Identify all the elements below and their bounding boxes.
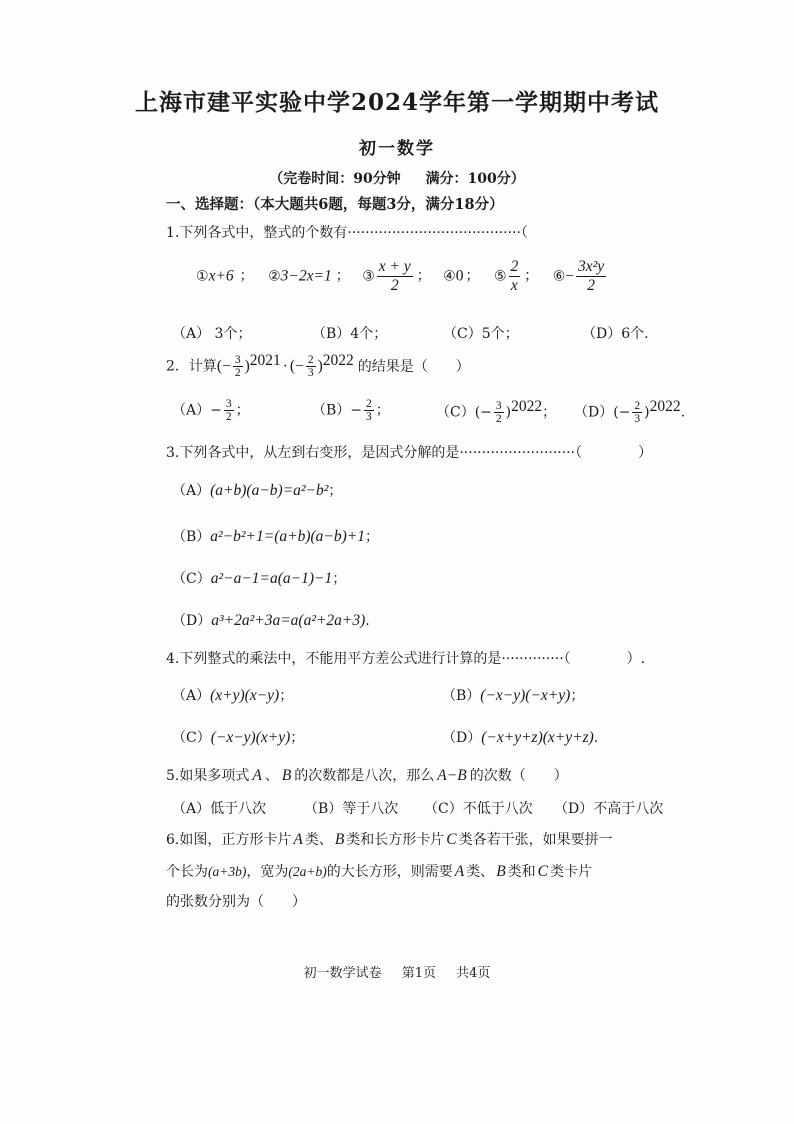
question-3-stem: 3.下列各式中，从左到右变形，是因式分解的是··························（ ）: [166, 445, 653, 461]
question-1-items: ①x+6 ； ②3−2x=1 ； ③ $\frac{x + y}{2}$ ； ④0 ； ⑤ $\frac{2}{x}$ ； ⑥− $\frac{\text{3x²y}}{2}$: [196, 258, 605, 294]
section-heading: 一、选择题：（本大题共6题，每题3分，满分18分）: [166, 196, 504, 213]
q1-option-d: （D）6个.: [582, 326, 649, 342]
question-5-stem: 5.如果多项式 A 、 B 的次数都是八次，那么 A−B 的次数（ ）: [166, 767, 568, 784]
exam-subject: 初一数学: [359, 139, 435, 159]
question-6-line-2: 个长为(a+3b)，宽为(2a+b)的大长方形，则需要 A 类、 B 类和 C 类卡片: [166, 863, 592, 880]
q4-option-a: （A）(x+y)(x−y)；: [172, 687, 294, 704]
q4-option-d: （D）(−x+y+z)(x+y+z).: [442, 729, 599, 746]
q3-option-b: （B）a²−b²+1=(a+b)(a−b)+1；: [172, 528, 379, 545]
q4-option-b: （B）(−x−y)(−x+y)；: [442, 687, 585, 704]
q1-option-a: （A） 3个；: [172, 326, 252, 342]
q2-option-b: （B）− $\frac{2}{3}$ ；: [312, 398, 390, 424]
fraction: $\frac{x + y}{2}$: [378, 258, 411, 294]
q5-option-c: （C）不低于八次: [424, 801, 533, 817]
exam-info: [0, 168, 794, 188]
q5-option-a: （A）低于八次: [172, 801, 267, 817]
q2-option-a: （A）− $\frac{3}{2}$ ；: [172, 398, 250, 424]
q1-option-b: （B）4个；: [312, 326, 388, 342]
exam-time: （完卷时间：90分钟: [269, 171, 401, 187]
q3-option-a: （A）(a+b)(a−b)=a²−b²；: [172, 482, 343, 499]
q1-option-c: （C）5个；: [443, 326, 519, 342]
fraction: $\frac{\text{3x²y}}{2}$: [578, 258, 605, 294]
exam-title: 上海市建平实验中学2024学年第一学期期中考试: [134, 89, 659, 116]
question-6-line-3: 的张数分别为（ ）: [166, 894, 306, 910]
q4-option-c: （C）(−x−y)(x+y)；: [172, 729, 305, 746]
q3-option-c: （C）a²−a−1=a(a−1)−1；: [172, 570, 347, 587]
question-6-line-1: 6.如图，正方形卡片 A 类、 B 类和长方形卡片 C 类各若干张，如果要拼一: [166, 831, 613, 848]
exam-score: 满分：100分）: [425, 171, 525, 187]
q2-option-c: （C）(− $\frac{3}{2}$ )$^{2022}$；: [436, 398, 557, 426]
q3-option-d: （D）a³+2a²+3a=a(a²+2a+3).: [172, 612, 370, 629]
question-4-stem: 4.下列整式的乘法中，不能用平方差公式进行计算的是··············（ ）.: [166, 651, 646, 667]
q2-option-d: （D）(− $\frac{2}{3}$ )$^{2022}$.: [574, 398, 686, 426]
q5-option-d: （D）不高于八次: [554, 801, 664, 817]
page-footer: 初一数学试卷 第1页 共4页: [303, 966, 491, 981]
question-2-stem: 2．计算(− $\frac{3}{2}$ )$^{2021}$ · (− $\frac{2}{3}$ )$^{2022}$ 的结果是（ ）: [166, 352, 470, 380]
q5-option-b: （B）等于八次: [304, 801, 399, 817]
question-1-stem: 1.下列各式中，整式的个数有·······································（: [166, 225, 528, 241]
fraction: $\frac{2}{x}$: [510, 258, 519, 294]
